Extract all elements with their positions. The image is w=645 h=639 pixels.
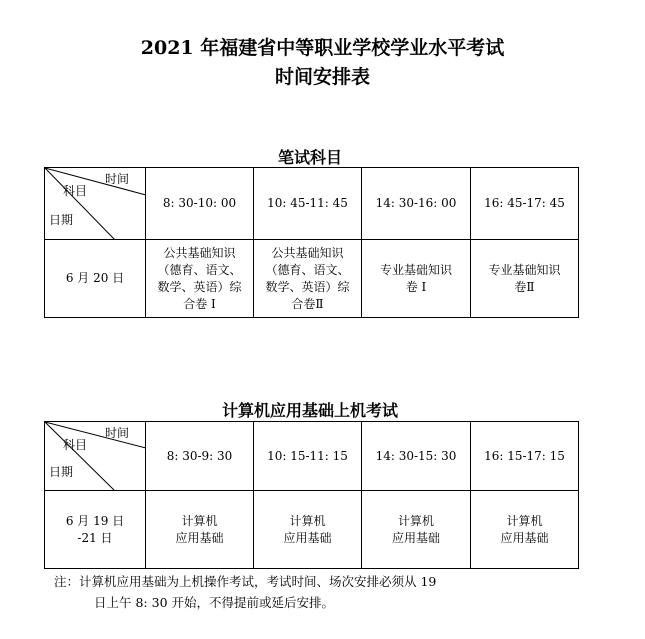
corner-header-cell xyxy=(45,422,146,491)
table-row xyxy=(45,491,579,569)
written-exam-table xyxy=(44,167,579,318)
subject-cell xyxy=(362,491,471,569)
time-slot-header: 14: 30-16: 00 xyxy=(362,168,471,240)
corner-label-time: 时间 xyxy=(105,172,130,186)
subject-line: 应用基础 xyxy=(175,530,224,545)
table-row xyxy=(45,240,579,318)
computer-exam-heading: 计算机应用基础上机考试 xyxy=(221,401,398,420)
subject-line: 计算机 xyxy=(397,513,434,528)
corner-label-subject: 科目 xyxy=(63,438,88,452)
subject-cell xyxy=(146,491,254,569)
diagonal-lines xyxy=(45,168,146,240)
time-slot-header: 16: 45-17: 45 xyxy=(471,168,579,240)
exam-date-cell: 6 月 20 日 xyxy=(45,240,146,318)
table-header-row xyxy=(45,422,579,491)
subject-line: 计算机 xyxy=(181,513,218,528)
footnote-line: 注：计算机应用基础为上机操作考试，考试时间、场次安排必须从 19 xyxy=(54,574,437,589)
time-slot-header: 10: 15-11: 15 xyxy=(254,422,362,491)
time-slot-header: 16: 15-17: 15 xyxy=(471,422,579,491)
subject-cell: 专业基础知识卷Ⅱ xyxy=(471,240,579,318)
time-slot-header: 8: 30-9: 30 xyxy=(146,422,254,491)
subject-cell xyxy=(254,491,362,569)
subject-line: 应用基础 xyxy=(500,530,549,545)
time-slot-header: 14: 30-15: 30 xyxy=(362,422,471,491)
subject-line: 应用基础 xyxy=(283,530,332,545)
subject-cell: 公共基础知识（德育、语文、数学、英语）综合卷 I xyxy=(146,240,254,318)
subject-cell: 公共基础知识（德育、语文、数学、英语）综合卷Ⅱ xyxy=(254,240,362,318)
document-title-line2: 时间安排表 xyxy=(274,66,370,88)
subject-cell: 专业基础知识卷 I xyxy=(362,240,471,318)
corner-label-time: 时间 xyxy=(105,426,130,440)
time-slot-header: 10: 45-11: 45 xyxy=(254,168,362,240)
subject-line: 计算机 xyxy=(506,513,543,528)
footnote xyxy=(54,571,594,613)
table-header-row xyxy=(45,168,579,240)
document-title-line1: 2021 年福建省中等职业学校学业水平考试 xyxy=(140,37,505,59)
corner-label-date: 日期 xyxy=(49,465,74,479)
subject-cell xyxy=(471,491,579,569)
subject-line: 应用基础 xyxy=(391,530,440,545)
computer-exam-table xyxy=(44,421,579,569)
corner-label-subject: 科目 xyxy=(63,184,88,198)
corner-label-date: 日期 xyxy=(49,213,74,227)
written-exam-heading: 笔试科目 xyxy=(277,148,342,167)
subject-line: 计算机 xyxy=(289,513,326,528)
footnote-line: 日上午 8: 30 开始，不得提前或延后安排。 xyxy=(94,595,334,610)
time-slot-header: 8: 30-10: 00 xyxy=(146,168,254,240)
corner-header-cell xyxy=(45,168,146,240)
date-line: 6 月 19 日 xyxy=(65,513,125,528)
date-line: -21 日 xyxy=(77,530,113,545)
exam-date-cell xyxy=(45,491,146,569)
